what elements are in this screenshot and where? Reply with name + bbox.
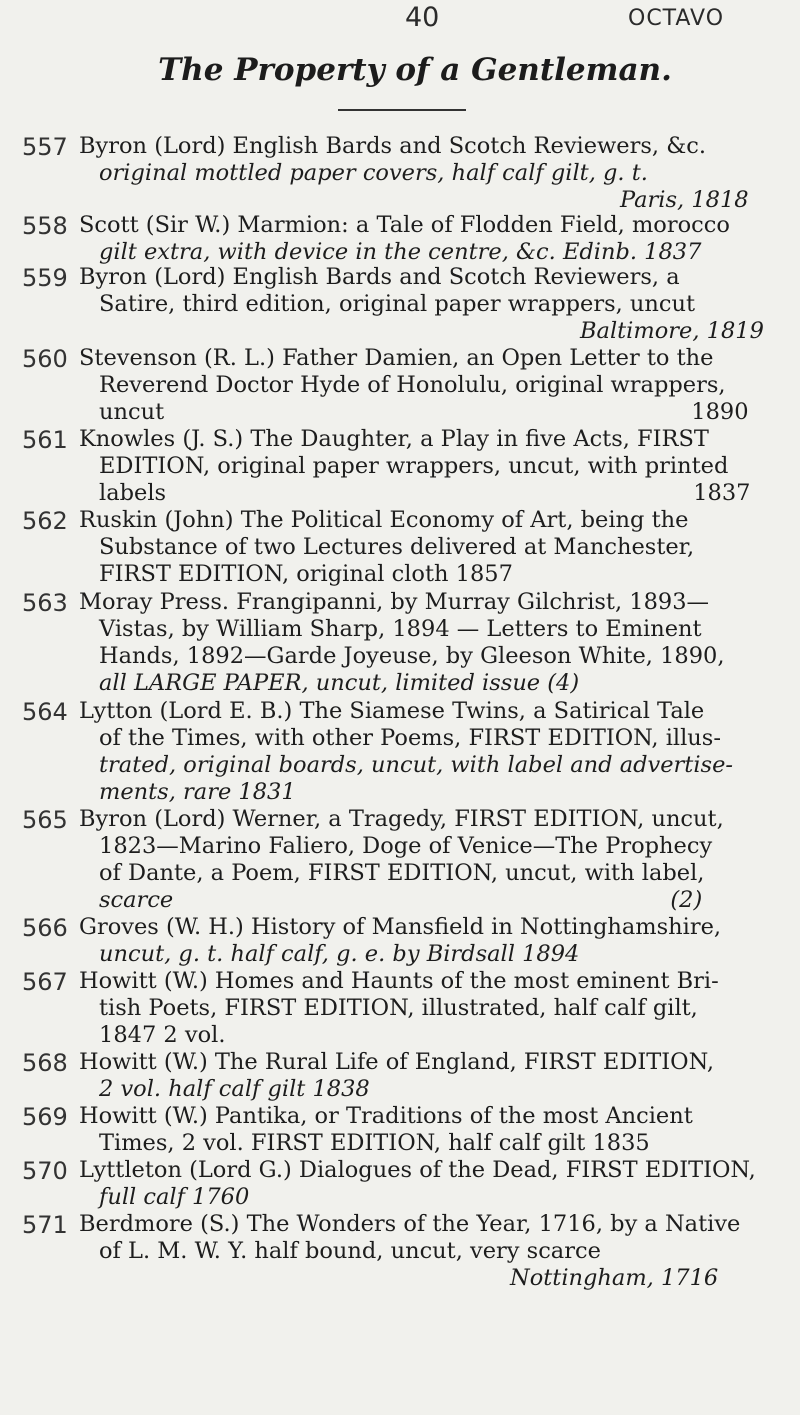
entry-line: uncut 1890 bbox=[99, 399, 749, 425]
entry-line: trated, original boards, uncut, with label and advertise- bbox=[99, 752, 733, 778]
entry-line: Byron (Lord) English Bards and Scotch Reviewers, &c. bbox=[79, 133, 707, 159]
entry-line: Howitt (W.) Pantika, or Traditions of the most Ancient bbox=[79, 1103, 693, 1129]
lot-number: 562 bbox=[22, 507, 68, 535]
entry-line: gilt extra, with device in the centre, &c. Edinb. 1837 bbox=[99, 239, 702, 265]
entry-line: scarce (2) bbox=[99, 887, 703, 913]
lot-number: 567 bbox=[22, 968, 68, 996]
entry-line: Hands, 1892—Garde Joyeuse, by Gleeson White, 1890, bbox=[99, 643, 725, 669]
entry-line: 1823—Marino Faliero, Doge of Venice—The Prophecy bbox=[99, 833, 713, 859]
title-rule bbox=[338, 109, 466, 111]
entry-line: 1847 2 vol. bbox=[99, 1022, 226, 1048]
page-header bbox=[0, 0, 800, 40]
entry-line: ments, rare 1831 bbox=[99, 779, 296, 805]
entry-line: EDITION, original paper wrappers, uncut, with printed bbox=[99, 453, 729, 479]
entry-line: Lytton (Lord E. B.) The Siamese Twins, a Satirical Tale bbox=[79, 698, 705, 724]
entry-line: 2 vol. half calf gilt 1838 bbox=[99, 1076, 370, 1102]
lot-number: 561 bbox=[22, 426, 68, 454]
lot-number: 559 bbox=[22, 264, 68, 292]
entry-line: Knowles (J. S.) The Daughter, a Play in five Acts, FIRST bbox=[79, 426, 709, 452]
entry-line: Reverend Doctor Hyde of Honolulu, original wrappers, bbox=[99, 372, 726, 398]
lot-number: 564 bbox=[22, 698, 68, 726]
entry-line: Baltimore, 1819 bbox=[580, 318, 764, 344]
entry-line: Paris, 1818 bbox=[620, 187, 749, 213]
entry-line: Howitt (W.) The Rural Life of England, FIRST EDITION, bbox=[79, 1049, 715, 1075]
lot-number: 563 bbox=[22, 589, 68, 617]
entry-line: original mottled paper covers, half calf gilt, g. t. bbox=[99, 160, 648, 186]
entry-line: FIRST EDITION, original cloth 1857 bbox=[99, 561, 513, 587]
entry-line: Ruskin (John) The Political Economy of Art, being the bbox=[79, 507, 689, 533]
section-label: OCTAVO bbox=[628, 6, 725, 31]
entry-line: Byron (Lord) English Bards and Scotch Reviewers, a bbox=[79, 264, 680, 290]
lot-number: 571 bbox=[22, 1211, 68, 1239]
entry-line: labels 1837 bbox=[99, 480, 751, 506]
entry-line: Byron (Lord) Werner, a Tragedy, FIRST EDITION, uncut, bbox=[79, 806, 724, 832]
entry-line: tish Poets, FIRST EDITION, illustrated, half calf gilt, bbox=[99, 995, 698, 1021]
entry-line: of Dante, a Poem, FIRST EDITION, uncut, with label, bbox=[99, 860, 705, 886]
page-number: 40 bbox=[405, 2, 440, 33]
entry-line: Times, 2 vol. FIRST EDITION, half calf gilt 1835 bbox=[99, 1130, 650, 1156]
entry-line: of the Times, with other Poems, FIRST EDITION, illus- bbox=[99, 725, 721, 751]
entry-line: Stevenson (R. L.) Father Damien, an Open Letter to the bbox=[79, 345, 714, 371]
entry-line: uncut, g. t. half calf, g. e. by Birdsall 1894 bbox=[99, 941, 580, 967]
lot-number: 569 bbox=[22, 1103, 68, 1131]
running-title: The Property of a Gentleman. bbox=[158, 52, 672, 88]
lot-number: 560 bbox=[22, 345, 68, 373]
lot-number: 566 bbox=[22, 914, 68, 942]
entry-line: Howitt (W.) Homes and Haunts of the most eminent Bri- bbox=[79, 968, 719, 994]
entry-line: Nottingham, 1716 bbox=[510, 1265, 719, 1291]
entry-line: Substance of two Lectures delivered at Manchester, bbox=[99, 534, 695, 560]
lot-number: 570 bbox=[22, 1157, 68, 1185]
entry-line: Vistas, by William Sharp, 1894 — Letters to Eminent bbox=[99, 616, 702, 642]
entry-line: full calf 1760 bbox=[99, 1184, 250, 1210]
entry-line: all LARGE PAPER, uncut, limited issue (4) bbox=[99, 670, 580, 696]
entry-line: Moray Press. Frangipanni, by Murray Gilchrist, 1893— bbox=[79, 589, 710, 615]
entry-line: of L. M. W. Y. half bound, uncut, very scarce bbox=[99, 1238, 601, 1264]
lot-number: 565 bbox=[22, 806, 68, 834]
entry-line: Scott (Sir W.) Marmion: a Tale of Flodden Field, morocco bbox=[79, 212, 730, 238]
lot-number: 568 bbox=[22, 1049, 68, 1077]
lot-number: 558 bbox=[22, 212, 68, 240]
entry-line: Lyttleton (Lord G.) Dialogues of the Dead, FIRST EDITION, bbox=[79, 1157, 756, 1183]
lot-number: 557 bbox=[22, 133, 68, 161]
entry-line: Groves (W. H.) History of Mansfield in Nottinghamshire, bbox=[79, 914, 722, 940]
entry-line: Satire, third edition, original paper wrappers, uncut bbox=[99, 291, 696, 317]
entry-line: Berdmore (S.) The Wonders of the Year, 1716, by a Native bbox=[79, 1211, 741, 1237]
